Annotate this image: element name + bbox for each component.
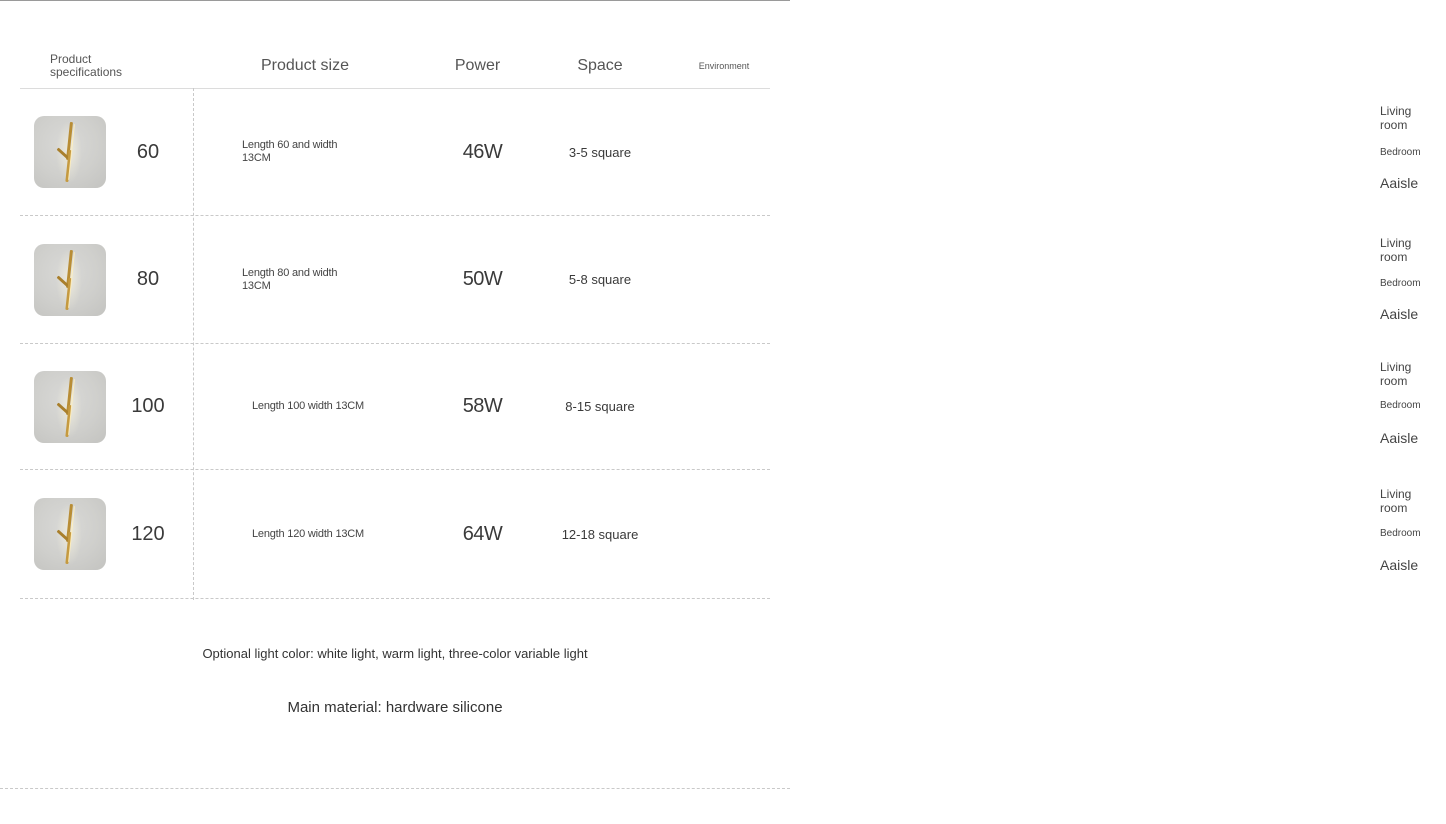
env-bedroom: Bedroom [1380,528,1421,539]
size-value: Length 120 width 13CM [252,527,364,540]
table-row [20,216,1421,344]
env-aisle: Aaisle [1380,430,1419,446]
top-divider [0,0,790,1]
power-value: 46W [462,140,503,163]
spec-table [20,44,1421,600]
header-product-size: Product size [260,57,350,74]
env-living-line2: room [1380,118,1408,132]
env-bedroom: Bedroom [1380,400,1421,411]
env-living-line2: room [1380,374,1408,388]
environment-list [700,344,1421,469]
env-living-room [1380,360,1446,388]
space-value: 8-15 square [565,399,635,414]
spec-value: 80 [136,268,160,290]
environment-list [700,89,1421,215]
power-value: 64W [462,522,503,545]
table-row [20,470,1421,599]
light-color-note: Optional light color: white light, warm light, three-color variable light [202,646,588,661]
size-line2: 13CM [242,279,271,292]
table-row [20,344,1421,470]
header-spec-line1: Product [50,52,92,66]
lamp-thumbnail-image [34,116,106,188]
table-header [20,44,770,89]
env-aisle: Aaisle [1380,175,1419,191]
bottom-divider [0,788,790,789]
material-note: Main material: hardware silicone [287,699,503,716]
size-line1: Length 60 and width [242,139,338,151]
power-value: 50W [462,268,503,290]
header-environment: Environment [698,61,750,71]
env-aisle: Aaisle [1380,306,1419,322]
env-bedroom: Bedroom [1380,147,1421,158]
header-product-specifications [50,44,170,88]
env-living-line2: room [1380,501,1408,515]
size-value [242,216,412,343]
size-value [242,89,412,215]
env-living-room [1380,236,1446,264]
space-value: 12-18 square [561,526,639,542]
header-power: Power [454,57,501,74]
env-aisle: Aaisle [1380,557,1419,573]
lamp-thumbnail-image [34,371,106,443]
size-line2: 13CM [242,152,271,164]
environment-list [700,470,1421,598]
lamp-thumbnail-image [34,244,106,316]
spec-value: 100 [131,395,165,417]
env-living-line1: Living [1380,360,1412,374]
header-spec-line2: specifications [50,65,123,79]
space-value: 5-8 square [568,272,632,287]
lamp-thumbnail-image [34,498,106,570]
env-living-line1: Living [1380,487,1412,501]
table-row [20,89,1421,216]
header-space: Space [577,57,623,74]
env-living-line1: Living [1380,104,1412,118]
spec-value: 120 [131,522,165,545]
env-living-room [1380,104,1446,132]
env-bedroom: Bedroom [1380,278,1421,289]
power-value: 58W [462,395,503,417]
spec-value: 60 [136,140,160,163]
size-line1: Length 80 and width [242,266,338,279]
env-living-line1: Living [1380,236,1412,250]
size-value: Length 100 width 13CM [252,400,364,412]
space-value: 3-5 square [568,144,632,160]
environment-list [700,216,1421,343]
env-living-line2: room [1380,250,1408,264]
env-living-room [1380,487,1446,515]
